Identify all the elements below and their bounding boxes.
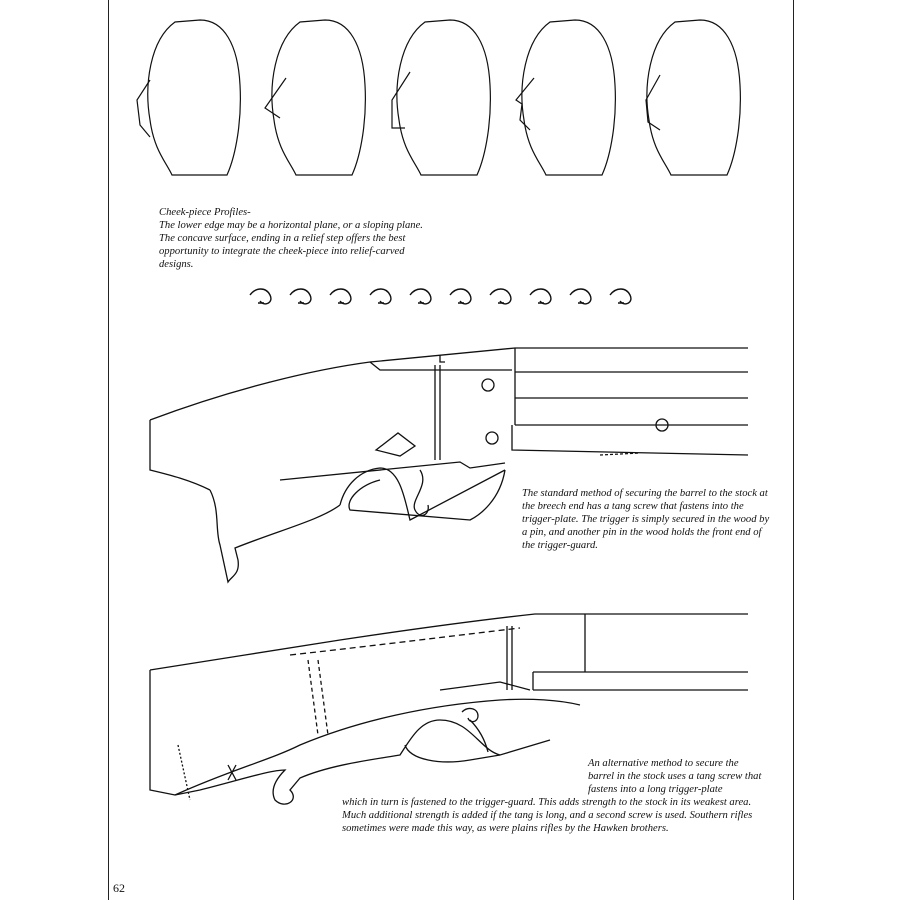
ornament-divider [250,289,631,304]
alternative-method-caption-bottom: which in turn is fastened to the trigger-guard. This adds strength to the stock in its weakest area. Much additional strength is added if the tang is long, and a second screw is used. Southern rifles sometimes were made this way, as were plains rifles by the Hawken brothers. [342,797,753,834]
standard-method-caption: The standard method of securing the barrel to the stock at the breech end has a tang screw that fastens into the trigger-plate. The trigger is simply secured in the wood by a pin, and another pin in the wood holds the front end of the trigger-guard. [522,488,770,551]
cheek-piece-caption: Cheek-piece Profiles- The lower edge may be a horizontal plane, or a sloping plane. The concave surface, ending in a relief step offers the best opportunity to integrate the cheek-piece into relief-carved designs. [159,207,423,270]
cheek-profile-4 [516,20,615,175]
cheek-profile-2 [265,20,365,175]
cheek-profile-5 [646,20,740,175]
page-number: 62 [113,881,125,895]
cheek-piece-profiles [137,20,740,175]
cheek-profile-1 [137,20,240,175]
cheek-profile-3 [392,20,490,175]
alternative-method-caption-top: An alternative method to secure the barrel in the stock uses a tang screw that fastens into a long trigger-plate [588,758,762,795]
